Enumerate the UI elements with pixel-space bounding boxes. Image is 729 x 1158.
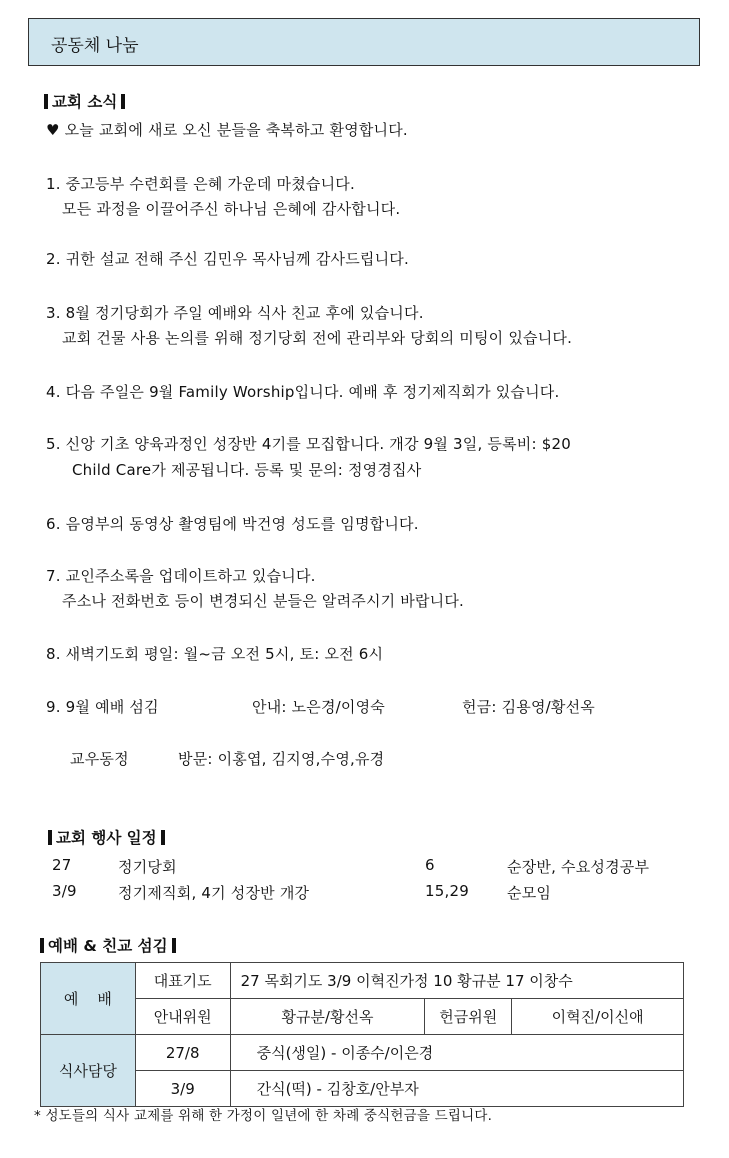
news-line: 6. 음영부의 동영상 촬영팀에 박건영 성도를 임명합니다. — [46, 515, 419, 533]
rep-prayer-label: 대표기도 — [135, 963, 230, 999]
event-name: 순모임 — [507, 884, 552, 902]
meal-date: 3/9 — [135, 1071, 230, 1107]
events-title: 교회 행사 일정 — [56, 829, 157, 847]
meal-desc: 간식(떡) - 김창호/안부자 — [230, 1071, 683, 1107]
footnote: * 성도들의 식사 교제를 위해 한 가정이 일년에 한 차례 중식헌금을 드립니다. — [34, 1108, 493, 1124]
event-date: 6 — [425, 856, 435, 874]
usher-value: 황규분/황선옥 — [230, 999, 425, 1035]
item9-label: 9. 9월 예배 섬김 — [46, 698, 159, 716]
news-title: 교회 소식 — [52, 93, 118, 111]
events-section-title — [44, 826, 169, 848]
meal-desc: 중식(생일) - 이종수/이은경 — [230, 1035, 683, 1071]
table-row — [41, 1071, 684, 1107]
service-section-title — [36, 934, 180, 956]
news-line: Child Care가 제공됩니다. 등록 및 문의: 정영경집사 — [72, 461, 422, 479]
event-date: 27 — [52, 856, 72, 874]
page-title: 공동체 나눔 — [51, 36, 139, 56]
news-line: 8. 새벽기도회 평일: 월~금 오전 5시, 토: 오전 6시 — [46, 645, 384, 663]
usher-label: 안내위원 — [135, 999, 230, 1035]
bracket-bar-icon — [40, 938, 44, 953]
rep-prayer-value: 27 목회기도 3/9 이혁진가정 10 황규분 17 이창수 — [230, 963, 683, 999]
worship-label: 예 배 — [41, 963, 136, 1035]
event-name: 순장반, 수요성경공부 — [507, 858, 650, 876]
news-line: 1. 중고등부 수련회를 은혜 가운데 마쳤습니다. — [46, 175, 355, 193]
fellowship-label: 교우동정 — [70, 750, 129, 768]
meal-date: 27/8 — [135, 1035, 230, 1071]
news-intro: ♥ 오늘 교회에 새로 오신 분들을 축복하고 환영합니다. — [46, 121, 408, 139]
item9-guide: 안내: 노은경/이영숙 — [252, 698, 385, 716]
offering-label: 헌금위원 — [425, 999, 512, 1035]
event-name: 정기제직회, 4기 성장반 개강 — [118, 884, 310, 902]
event-name: 정기당회 — [118, 858, 177, 876]
news-section-title — [40, 90, 129, 112]
news-line: 교회 건물 사용 논의를 위해 정기당회 전에 관리부와 당회의 미팅이 있습니다. — [62, 329, 573, 347]
news-line: 7. 교인주소록을 업데이트하고 있습니다. — [46, 567, 316, 585]
news-line: 4. 다음 주일은 9월 Family Worship입니다. 예배 후 정기제직회가 있습니다. — [46, 383, 560, 401]
news-line: 5. 신앙 기초 양육과정인 성장반 4기를 모집합니다. 개강 9월 3일, 등록비: $20 — [46, 435, 571, 453]
service-title: 예배 & 친교 섬김 — [48, 937, 168, 955]
fellowship-visit: 방문: 이홍엽, 김지영,수영,유경 — [178, 750, 385, 768]
table-row — [41, 963, 684, 999]
news-line: 모든 과정을 이끌어주신 하나님 은혜에 감사합니다. — [62, 200, 401, 218]
bracket-bar-icon — [44, 94, 48, 109]
bracket-bar-icon — [121, 94, 125, 109]
table-row — [41, 1035, 684, 1071]
bracket-bar-icon — [172, 938, 176, 953]
event-date: 3/9 — [52, 882, 77, 900]
meal-label: 식사담당 — [41, 1035, 136, 1107]
item9-offering: 헌금: 김용영/황선옥 — [462, 698, 595, 716]
news-line: 3. 8월 정기당회가 주일 예배와 식사 친교 후에 있습니다. — [46, 304, 424, 322]
news-line: 2. 귀한 설교 전해 주신 김민우 목사님께 감사드립니다. — [46, 250, 409, 268]
bracket-bar-icon — [161, 830, 165, 845]
bracket-bar-icon — [48, 830, 52, 845]
news-line: 주소나 전화번호 등이 변경되신 분들은 알려주시기 바랍니다. — [62, 592, 465, 610]
table-row — [41, 999, 684, 1035]
service-table — [40, 962, 684, 1107]
header-banner — [28, 18, 700, 66]
event-date: 15,29 — [425, 882, 469, 900]
offering-value: 이혁진/이신애 — [512, 999, 684, 1035]
